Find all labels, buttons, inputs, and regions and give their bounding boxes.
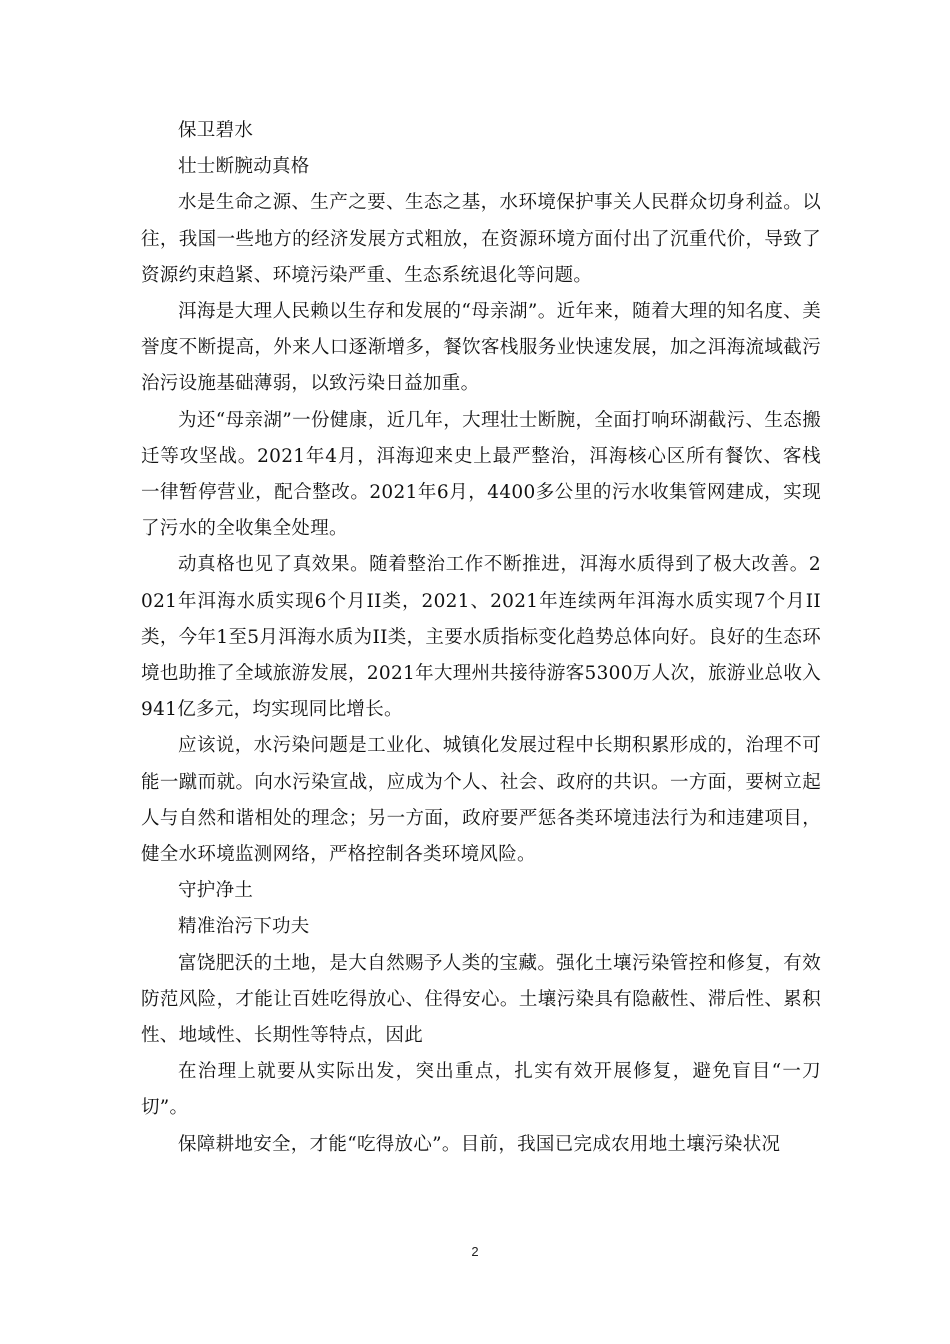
- body-paragraph: 应该说，水污染问题是工业化、城镇化发展过程中长期积累形成的，治理不可能一蹴而就。向水污染宣战，应成为个人、社会、政府的共识。一方面，要树立起人与自然和谐相处的理念；另一方面，政府要严惩各类环境违法行为和违建项目，健全水环境监测网络，严格控制各类环境风险。: [141, 735, 821, 866]
- section-subtitle: 壮士断腕动真格: [178, 156, 310, 178]
- section-title: 守护净土: [178, 880, 254, 902]
- document-body: [141, 113, 821, 1163]
- body-paragraph: 在治理上就要从实际出发，突出重点，扎实有效开展修复，避免盲目“一刀切”。: [141, 1061, 821, 1119]
- section-subtitle: 精准治污下功夫: [178, 916, 310, 938]
- body-paragraph: 水是生命之源、生产之要、生态之基，水环境保护事关人民群众切身利益。以往，我国一些地方的经济发展方式粗放，在资源环境方面付出了沉重代价，导致了资源约束趋紧、环境污染严重、生态系统退化等问题。: [141, 192, 821, 286]
- body-paragraph: 洱海是大理人民赖以生存和发展的“母亲湖”。近年来，随着大理的知名度、美誉度不断提高，外来人口逐渐增多，餐饮客栈服务业快速发展，加之洱海流域截污治污设施基础薄弱，以致污染日益加重。: [141, 301, 821, 395]
- body-paragraph: 为还“母亲湖”一份健康，近几年，大理壮士断腕，全面打响环湖截污、生态搬迁等攻坚战。2021年4月，洱海迎来史上最严整治，洱海核心区所有餐饮、客栈一律暂停营业，配合整改。2021年6月，4400多公里的污水收集管网建成，实现了污水的全收集全处理。: [141, 409, 821, 540]
- body-paragraph: 动真格也见了真效果。随着整治工作不断推进，洱海水质得到了极大改善。2021年洱海水质实现6个月II类，2021、2021年连续两年洱海水质实现7个月II类，今年1至5月洱海水质为II类，主要水质指标变化趋势总体向好。良好的生态环境也助推了全域旅游发展，2021年大理州共接待游客5300万人次，旅游业总收入941亿多元，均实现同比增长。: [141, 554, 821, 721]
- body-paragraph: 富饶肥沃的土地，是大自然赐予人类的宝藏。强化土壤污染管控和修复，有效防范风险，才能让百姓吃得放心、住得安心。土壤污染具有隐蔽性、滞后性、累积性、地域性、长期性等特点，因此: [141, 952, 821, 1047]
- section-title: 保卫碧水: [178, 120, 254, 141]
- body-paragraph: 保障耕地安全，才能“吃得放心”。目前，我国已完成农用地土壤污染状况: [178, 1133, 781, 1155]
- page-number: 2: [471, 1244, 479, 1259]
